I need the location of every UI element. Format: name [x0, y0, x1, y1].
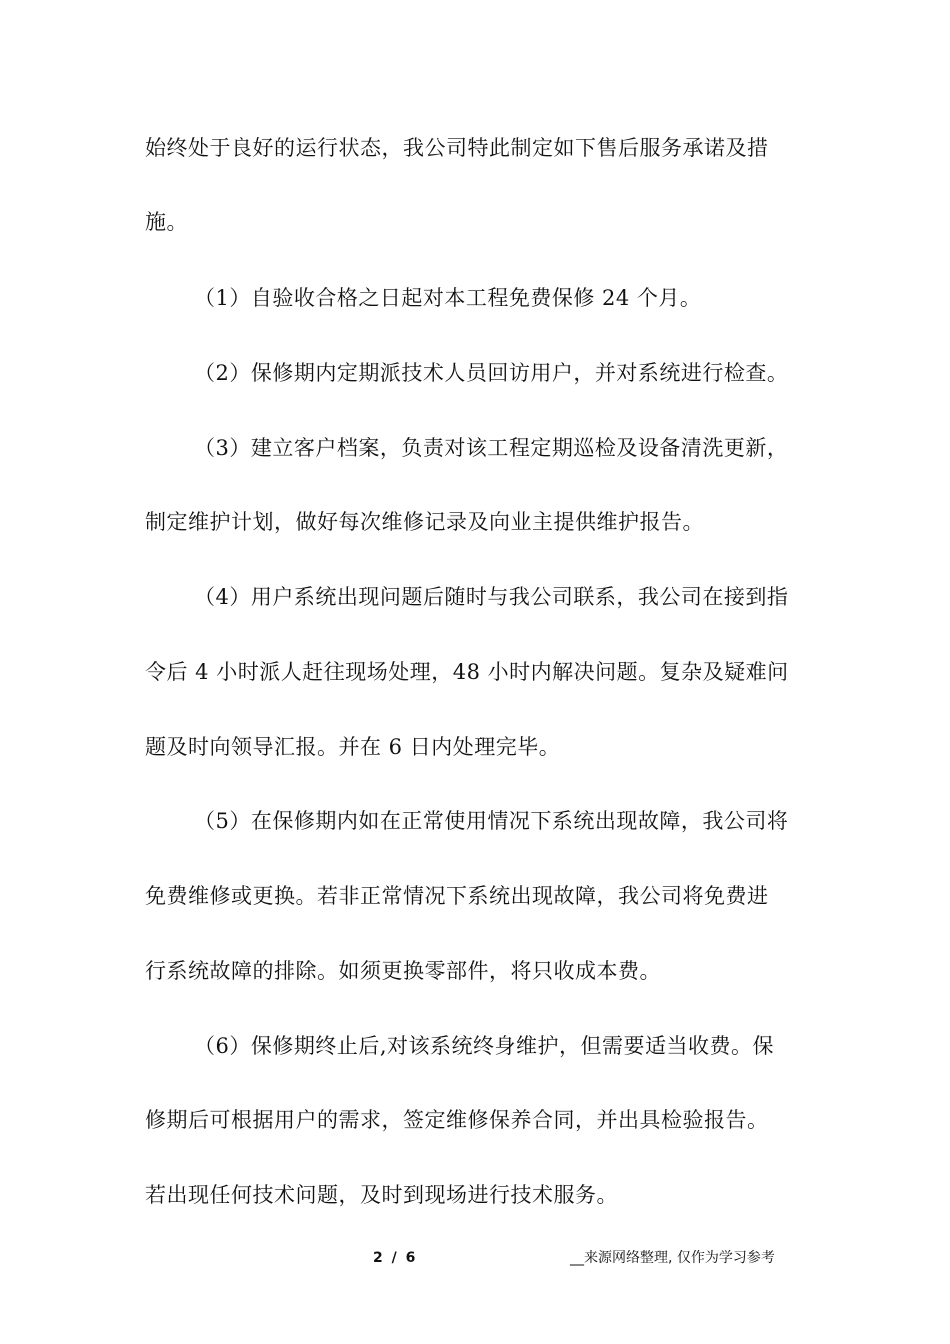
body-line: 施。: [145, 210, 188, 234]
body-line: 制定维护计划，做好每次维修记录及向业主提供维护报告。: [145, 510, 704, 534]
list-item-4: （4）用户系统出现问题后随时与我公司联系，我公司在接到指: [194, 585, 789, 609]
body-line: 题及时向领导汇报。并在 6 日内处理完毕。: [145, 735, 561, 759]
body-line: 行系统故障的排除。如须更换零部件，将只收成本费。: [145, 959, 661, 983]
list-item-2: （2）保修期内定期派技术人员回访用户，并对系统进行检查。: [194, 361, 789, 385]
source-note: __来源网络整理, 仅作为学习参考: [570, 1250, 775, 1266]
body-line: 免费维修或更换。若非正常情况下系统出现故障，我公司将免费进: [145, 884, 769, 908]
page-number: 2 / 6: [373, 1250, 418, 1266]
list-item-6: （6）保修期终止后,对该系统终身维护，但需要适当收费。保: [194, 1034, 775, 1058]
body-line: 若出现任何技术问题，及时到现场进行技术服务。: [145, 1183, 618, 1207]
list-item-5: （5）在保修期内如在正常使用情况下系统出现故障，我公司将: [194, 809, 789, 833]
body-line: 令后 4 小时派人赶往现场处理，48 小时内解决问题。复杂及疑难问: [145, 660, 789, 684]
body-line: 始终处于良好的运行状态，我公司特此制定如下售后服务承诺及措: [145, 136, 769, 160]
body-line: 修期后可根据用户的需求，签定维修保养合同，并出具检验报告。: [145, 1108, 769, 1132]
list-item-1: （1）自验收合格之日起对本工程免费保修 24 个月。: [194, 286, 702, 310]
list-item-3: （3）建立客户档案，负责对该工程定期巡检及设备清洗更新，: [194, 436, 789, 460]
